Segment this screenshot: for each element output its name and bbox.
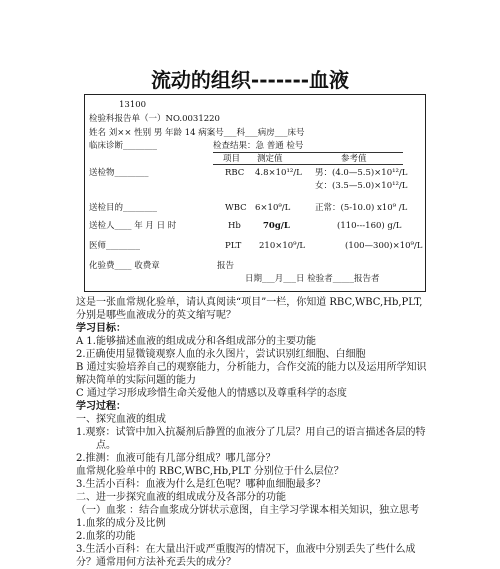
text-line: 一、探究血液的组成 [76, 414, 166, 425]
row-value: 4.8×10¹²/L [255, 168, 302, 178]
text-line: 分别是哪些血液成分的英文缩写呢？ [76, 310, 236, 321]
text-line: 解决简单的实际问题的能力 [76, 375, 196, 386]
text-line: （一）血浆 ：结合血浆成分饼状示意图，自主学习学课本相关知识，独立思考 [76, 505, 420, 516]
header-rule-top [213, 152, 403, 153]
text-line: C 通过学习形成珍惜生命关爱他人的情感以及尊重科学的态度 [76, 388, 347, 399]
row-value: 210×10⁹/L [259, 241, 306, 251]
text-line: B 通过实验培养自己的观察能力，分析能力，合作交流的能力以及运用所学知识 [76, 362, 427, 373]
row-ref: (100—300)×10⁹/L [345, 241, 423, 251]
row-item: Hb [228, 221, 241, 231]
label-sender: 送检人____ 年 月 日 时 [89, 221, 177, 231]
date-line: 日期___月___日 检验者_____报告者 [245, 274, 380, 284]
row-item: RBC [225, 168, 245, 178]
text-line: 这是一张血常规化验单，请认真阅读“项目”一栏，你知道 RBC,WBC,Hb,PLT, [76, 297, 423, 308]
page-title: 流动的组织-------血液 [150, 68, 350, 92]
report-label: 报告 [217, 261, 235, 271]
report-code: 13100 [119, 100, 147, 110]
patient-info-line: 姓名 刘×× 性别 男 年龄 14 病案号___科___病房___床号 [89, 128, 305, 138]
section-heading: 学习目标： [76, 323, 126, 334]
text-line: 二、进一步探究血液的组成成分及各部分的功能 [76, 492, 286, 503]
text-line: 1.血浆的成分及比例 [76, 518, 166, 529]
label-purpose: 送检目的________ [89, 203, 158, 213]
text-line: 分？通常用何方法补充丢失的成分？ [76, 557, 236, 568]
text-line: 点。 [96, 440, 116, 451]
row-ref: 正常：(5-10.0) x10⁹ /L [315, 203, 408, 213]
label-fee: 化验费____ 收费章 [89, 261, 160, 271]
label-physician: 医师________ [89, 241, 141, 251]
text-line: 3.生活小百科：在大量出汗或严重腹泻的情况下，血液中分别丢失了些什么成 [76, 544, 416, 555]
diagnosis-line: 临床诊断________ [89, 141, 158, 151]
text-line: 2.推测：血液可能有几部分组成？哪几部分？ [76, 453, 276, 464]
col-ref: 参考值 [341, 154, 367, 164]
text-line: 3.生活小百科：血液为什么是红色呢？哪种血细胞最多？ [76, 479, 326, 490]
text-line: 2.血浆的功能 [76, 531, 136, 542]
result-label: 检查结果：急 普通 检号 [213, 141, 304, 151]
text-line: 2.正确使用显微镜观察人血的永久图片，尝试识别红细胞、白细胞 [76, 349, 366, 360]
lab-report-form [84, 94, 426, 292]
row-item: PLT [225, 241, 242, 251]
report-header: 检验科报告单（一）NO.0031220 [89, 114, 220, 124]
row-ref: 女：(3.5—5.0)×10¹²/L [315, 181, 408, 191]
header-rule-bottom [213, 164, 403, 165]
section-heading: 学习过程： [76, 401, 126, 412]
col-item: 项目 [223, 154, 241, 164]
label-specimen: 送检物________ [89, 168, 149, 178]
text-line: 1.观察：试管中加入抗凝剂后静置的血液分了几层？用自己的语言描述各层的特 [76, 427, 426, 438]
text-line: A 1.能够描述血液的组成成分和各组成部分的主要功能 [76, 336, 316, 347]
row-ref: (110---160) g/L [337, 221, 402, 231]
row-item: WBC [225, 203, 247, 213]
row-ref: 男：(4.0—5.5)×10¹²/L [315, 168, 408, 178]
row-value: 70g/L [263, 221, 290, 231]
row-value: 6×10⁹/L [255, 203, 291, 213]
text-line: 血常规化验单中的 RBC,WBC,Hb,PLT 分别位于什么层位？ [76, 466, 344, 477]
col-measure: 测定值 [257, 154, 283, 164]
